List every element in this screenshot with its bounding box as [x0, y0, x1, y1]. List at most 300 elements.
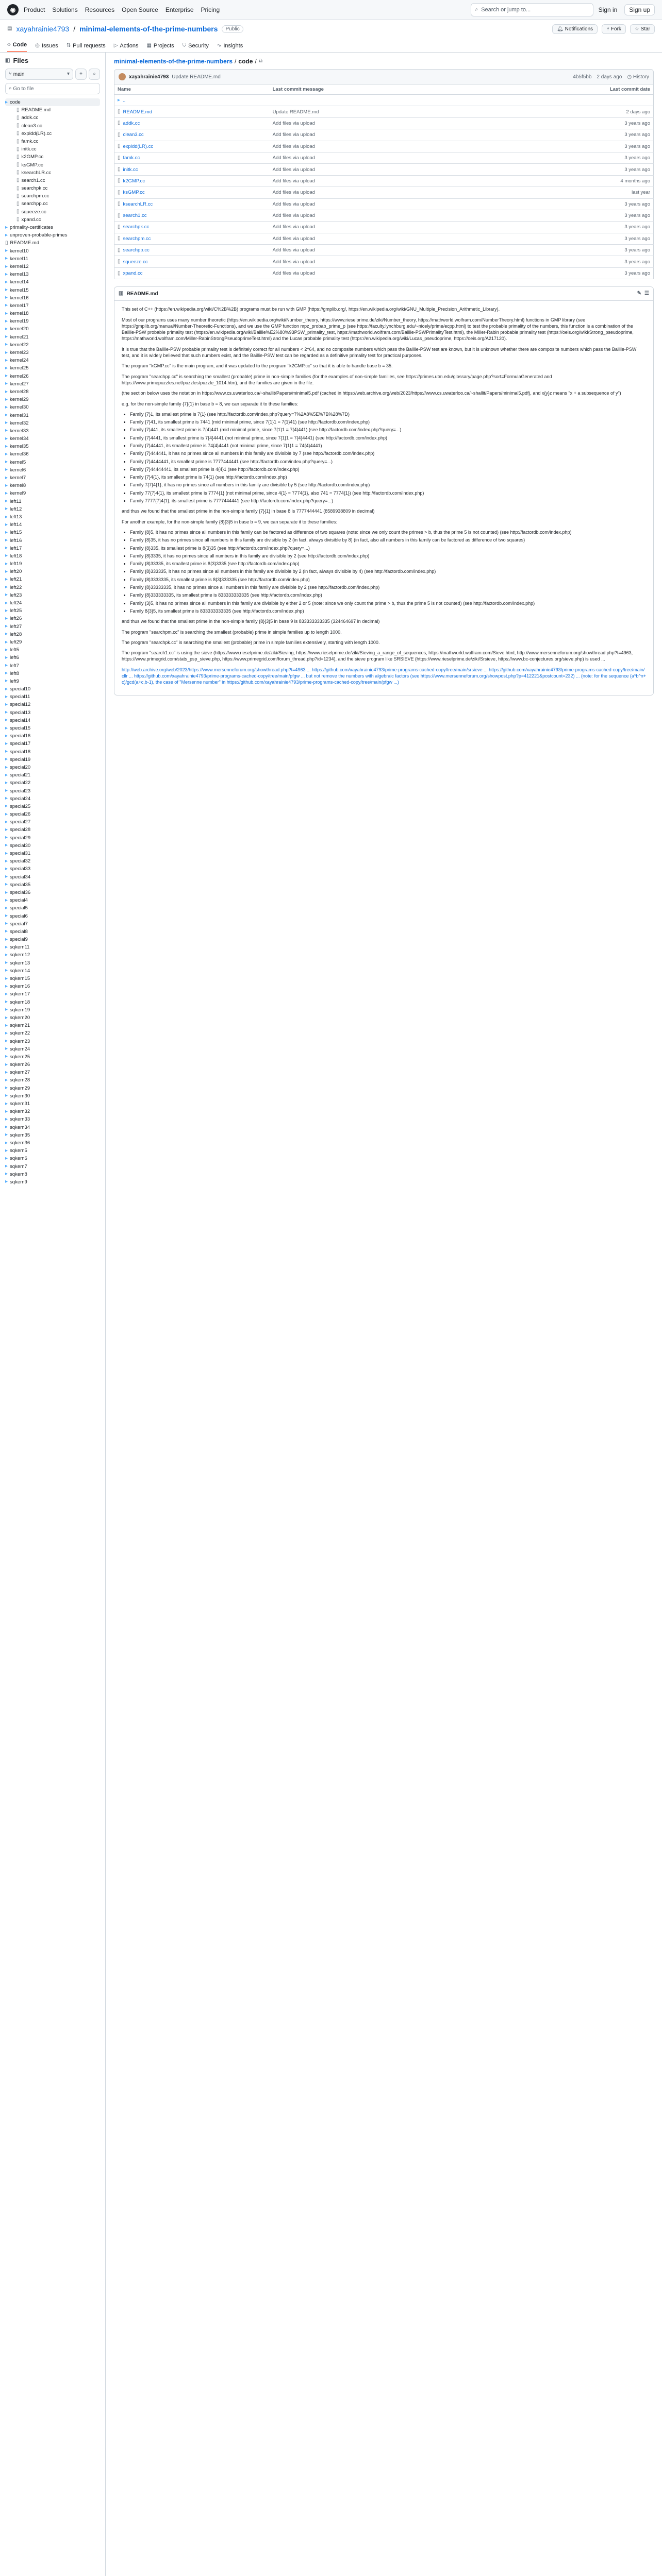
sidebar-item[interactable] — [5, 912, 100, 920]
table-row[interactable] — [114, 106, 654, 117]
sidebar-item[interactable] — [5, 928, 100, 936]
list-item: • Family {7}44441, its smallest prime is 74{4}4441 (not minimal prime, since 7{1}1 = 74{4}4441) — [130, 443, 646, 449]
commit-message-cell[interactable]: Add files via upload — [270, 117, 481, 129]
file-icon: ▯ — [16, 138, 20, 144]
sidebar-item[interactable] — [5, 591, 100, 599]
file-icon: ▯ — [118, 201, 121, 207]
sidebar-item[interactable] — [5, 998, 100, 1006]
sidebar-item[interactable] — [5, 724, 100, 732]
sidebar-item[interactable] — [5, 380, 100, 388]
file-name-cell — [114, 222, 270, 233]
sidebar-item[interactable] — [5, 732, 100, 740]
sidebar-item[interactable] — [5, 482, 100, 489]
sidebar-item-label: left15 — [10, 530, 22, 536]
sidebar-item[interactable] — [5, 1076, 100, 1084]
file-icon: ▯ — [16, 162, 20, 168]
file-name-wrap — [118, 247, 267, 253]
folder-icon: ▸ — [5, 905, 8, 911]
sidebar-item[interactable] — [5, 623, 100, 631]
sidebar-item[interactable] — [5, 419, 100, 427]
history-link[interactable] — [627, 74, 649, 80]
folder-icon: ▸ — [5, 874, 8, 880]
list-icon[interactable]: ☰ — [644, 291, 649, 297]
sidebar-item[interactable] — [5, 161, 100, 169]
sidebar-item[interactable] — [5, 489, 100, 497]
commit-message-cell[interactable]: Add files via upload — [270, 152, 481, 163]
sidebar-item-label: left26 — [10, 616, 22, 622]
table-row[interactable] — [114, 117, 654, 129]
fork-button[interactable] — [602, 24, 626, 34]
sidebar-item[interactable] — [5, 1045, 100, 1053]
sidebar-item[interactable] — [5, 278, 100, 286]
sidebar-item[interactable] — [5, 685, 100, 693]
sidebar-item[interactable] — [5, 435, 100, 443]
sidebar-item[interactable] — [5, 310, 100, 317]
tab-actions[interactable] — [114, 43, 139, 52]
readme-link-paragraph[interactable]: http://web.archive.org/web/2023/https://www.mersenneforum.org/showthread.php?t=4963 ... https://github.com/xayahrainie4793/prime-programs-cached-copy/tree/main/srsieve ... https://github.com/xayahrainie4793/prime-programs-cached-copy/tree/main/cllr ... https://github.com/xayahrainie4793/prime-programs-cached-copy/tree/main/pfgw ... but not remove the numbers with algebraic factors (see https://www.mersenneforum.org/showpost.php?p=412221&postcount=232) ... (note: for the sequence (a*b^n+c)/gcd(a+c,b-1), the case of "Mersenne number" in https://github.com/xayahrainie4793/prime-programs-cached-copy/tree/main/pfgw ...) — [122, 667, 647, 685]
sidebar-item[interactable] — [5, 1155, 100, 1162]
folder-icon: ▸ — [5, 506, 8, 512]
breadcrumb-repo-link[interactable]: minimal-elements-of-the-prime-numbers — [114, 58, 233, 65]
sidebar-item[interactable] — [5, 1147, 100, 1155]
col-name: Name — [114, 84, 270, 95]
list-item: • Family 77{7}4{1}, its smallest prime is 7774{1} (not minimal prime, since 4{1} = 7774{1}, also 741 = 7774{1}) (see http://factordb.com/index.php) — [130, 490, 646, 496]
sidebar-item[interactable] — [5, 818, 100, 826]
commit-message-cell[interactable]: Add files via upload — [270, 175, 481, 187]
sidebar-item[interactable] — [5, 982, 100, 990]
sidebar-item[interactable] — [5, 145, 100, 153]
sidebar-item[interactable] — [5, 192, 100, 200]
folder-icon: ▸ — [5, 537, 8, 544]
sidebar-item[interactable] — [5, 513, 100, 521]
sidebar-item[interactable] — [5, 740, 100, 748]
sidebar-item-label: special23 — [10, 788, 31, 794]
table-row[interactable] — [114, 164, 654, 175]
list-item: • Family 7777{7}4{1}, its smallest prime is 7777444441 (see http://factordb.com/index.php?query=...) — [130, 498, 646, 504]
sidebar-item[interactable] — [5, 1163, 100, 1171]
copy-path-icon[interactable]: ⧉ — [258, 58, 262, 64]
sidebar-item[interactable] — [5, 701, 100, 708]
sidebar-item[interactable] — [5, 1084, 100, 1092]
file-name-wrap — [118, 167, 267, 173]
sidebar-item-label: sqkern28 — [10, 1077, 30, 1083]
sidebar-item[interactable] — [5, 216, 100, 224]
sidebar-item[interactable] — [5, 169, 100, 177]
folder-icon: ▸ — [5, 756, 8, 762]
folder-icon: ▸ — [5, 889, 8, 895]
sidebar-item[interactable] — [5, 1029, 100, 1037]
sidebar-item[interactable] — [5, 138, 100, 145]
folder-icon: ▸ — [5, 928, 8, 935]
file-name-wrap — [118, 121, 267, 126]
sidebar-item[interactable] — [5, 990, 100, 998]
sidebar-item[interactable] — [5, 1124, 100, 1131]
folder-icon: ▸ — [5, 553, 8, 559]
repo-separator: / — [73, 25, 76, 33]
sidebar-item[interactable] — [5, 177, 100, 184]
sidebar-item[interactable] — [5, 584, 100, 591]
sidebar-item[interactable] — [5, 1100, 100, 1108]
folder-icon: ▸ — [5, 725, 8, 731]
sidebar-item[interactable] — [5, 631, 100, 638]
sidebar-item[interactable] — [5, 545, 100, 552]
sidebar-item[interactable] — [5, 599, 100, 607]
sidebar-item-label: sqkern22 — [10, 1030, 30, 1037]
readme-paragraph: The program "search1.cc" is using the sieve (https://www.rieselprime.de/ziki/Sieving, https://www.rieselprime.de/ziki/Sieving_a_range_of_sequences, https://mathworld.wolfram.com/Sieve.html, http://www.mersenneforum.org/showthread.php?t=4963, https://www.primegrid.com/stats_psp_sieve.php, https://www.primegrid.com/forum_thread.php?id=1234), and the sieve program like SRSIEVE (https://www.rieselprime.de/ziki/Srsieve, https://www.bc-conjectures.org/sieve.php) is used ... — [122, 650, 633, 662]
sidebar-item[interactable] — [5, 443, 100, 450]
file-name-cell — [114, 95, 270, 106]
sidebar-item[interactable] — [5, 224, 100, 231]
sidebar-item[interactable] — [5, 364, 100, 372]
sidebar-item[interactable] — [5, 677, 100, 685]
sidebar-item[interactable] — [5, 341, 100, 349]
commit-hash[interactable]: 4b5f5bb — [573, 74, 592, 80]
sidebar-item[interactable] — [5, 959, 100, 967]
sidebar-item[interactable] — [5, 771, 100, 779]
readme-paragraph: (the section below uses the notation in https://www.cs.uwaterloo.ca/~shallit/Papers/minimal5.pdf (cached in https://web.archive.org/web/2023/https://www.cs.uwaterloo.ca/~shallit/Papers/minimal5.pdf), and x{y}z means "x + a subsequence of y") — [122, 391, 621, 396]
tab-projects[interactable] — [146, 43, 174, 52]
sidebar-item[interactable] — [5, 670, 100, 677]
sidebar-item[interactable] — [5, 466, 100, 474]
sidebar-item-label: special33 — [10, 866, 31, 872]
commit-date-cell: 3 years ago — [481, 222, 653, 233]
folder-icon: ▸ — [5, 702, 8, 708]
readme-title[interactable]: README.md — [126, 291, 158, 297]
file-link[interactable]: searchpk.cc — [123, 224, 150, 230]
sidebar-item-label: sqkern21 — [10, 1023, 30, 1029]
edit-icon[interactable]: ✎ — [637, 291, 642, 297]
file-link[interactable]: expldd(LR).cc — [123, 143, 154, 149]
sidebar-item[interactable] — [5, 654, 100, 662]
sidebar-item[interactable] — [5, 122, 100, 130]
sidebar-item[interactable] — [5, 184, 100, 192]
sidebar-item[interactable] — [5, 1014, 100, 1022]
readme-paragraph: e.g. for the non-simple family {7}{1} in base b = 8, we can separate it to these families: — [122, 401, 299, 406]
global-search[interactable] — [471, 3, 593, 16]
folder-icon: ▸ — [5, 975, 8, 981]
sidebar-item[interactable] — [5, 873, 100, 881]
sidebar-item[interactable] — [5, 412, 100, 419]
sidebar-item[interactable] — [5, 1061, 100, 1069]
sidebar-item[interactable] — [5, 842, 100, 850]
file-link[interactable]: searchpp.cc — [123, 247, 150, 253]
sidebar-item[interactable] — [5, 1178, 100, 1186]
sidebar-item[interactable] — [5, 834, 100, 842]
search-files-button[interactable] — [89, 69, 100, 80]
folder-icon: ▸ — [5, 749, 8, 755]
commit-message-cell[interactable]: Add files via upload — [270, 256, 481, 267]
file-link[interactable]: README.md — [123, 109, 152, 115]
sidebar-item[interactable] — [5, 450, 100, 458]
file-name-wrap — [118, 155, 267, 161]
nav-open-source[interactable]: Open Source — [122, 6, 158, 13]
sidebar-item[interactable] — [5, 357, 100, 364]
sidebar-item[interactable] — [5, 889, 100, 896]
tab-security[interactable] — [183, 43, 209, 52]
sidebar-item[interactable] — [5, 1006, 100, 1014]
github-logo-icon[interactable]: ◉ — [7, 4, 19, 15]
tab-code[interactable] — [7, 42, 27, 52]
folder-icon: ▸ — [5, 1171, 8, 1177]
branch-selector[interactable] — [5, 69, 73, 80]
table-row[interactable] — [114, 210, 654, 221]
file-link[interactable]: squeeze.cc — [123, 259, 148, 265]
sidebar-item[interactable] — [5, 857, 100, 865]
sidebar-item[interactable] — [5, 403, 100, 411]
nav-pricing[interactable]: Pricing — [201, 6, 220, 13]
sidebar-collapse-icon[interactable]: ◧ — [5, 57, 10, 63]
file-link[interactable]: search1.cc — [123, 213, 147, 219]
sidebar-item[interactable] — [5, 646, 100, 654]
commit-message-cell[interactable]: Add files via upload — [270, 210, 481, 221]
sidebar-item[interactable] — [5, 208, 100, 216]
table-row[interactable] — [114, 95, 654, 106]
file-link[interactable]: .. — [123, 97, 126, 104]
table-row[interactable] — [114, 152, 654, 163]
sidebar-item[interactable] — [5, 239, 100, 247]
sidebar-item[interactable] — [5, 967, 100, 975]
sidebar-item[interactable] — [5, 756, 100, 764]
commit-message-cell[interactable]: Add files via upload — [270, 141, 481, 152]
repo-owner-link[interactable]: xayahrainie4793 — [16, 25, 70, 33]
commit-date-cell: 3 years ago — [481, 233, 653, 244]
sidebar-item[interactable] — [5, 951, 100, 959]
tab-insights[interactable] — [217, 43, 243, 52]
sidebar-item-label: searchpp.cc — [21, 201, 48, 207]
commit-message-cell[interactable]: Update README.md — [270, 106, 481, 117]
sidebar-item[interactable] — [5, 231, 100, 239]
sidebar-item[interactable] — [5, 1092, 100, 1100]
sidebar-item[interactable] — [5, 717, 100, 724]
folder-icon: ▸ — [5, 1124, 8, 1130]
sidebar-item-label: kernel9 — [10, 490, 26, 497]
sidebar-item[interactable] — [5, 1038, 100, 1045]
folder-icon: ▸ — [5, 561, 8, 567]
commit-message[interactable]: Update README.md — [172, 74, 221, 80]
table-row[interactable] — [114, 129, 654, 141]
sidebar-item[interactable] — [5, 521, 100, 529]
folder-icon: ▸ — [5, 1054, 8, 1060]
sidebar-item[interactable] — [5, 850, 100, 857]
sidebar-item[interactable] — [5, 896, 100, 904]
sidebar-item[interactable] — [5, 349, 100, 357]
list-item: • Family {7}44444441, its smallest prime is 4{4}1 (see http://factordb.com/index.php) — [130, 466, 646, 472]
sidebar-item[interactable] — [5, 920, 100, 928]
table-row[interactable] — [114, 222, 654, 233]
sidebar-item-label: special29 — [10, 835, 31, 841]
commit-message-cell[interactable]: Add files via upload — [270, 222, 481, 233]
sidebar-item[interactable] — [5, 200, 100, 208]
readme-paragraph: and thus we found that the smallest prime in the non-simple family {7}{1} in base 8 is 7777444441 (8589938809 in decimal) — [122, 509, 375, 514]
sidebar-item[interactable] — [5, 568, 100, 575]
sidebar-item[interactable] — [5, 1171, 100, 1178]
commit-message-cell[interactable]: Add files via upload — [270, 187, 481, 198]
sidebar-item[interactable] — [5, 388, 100, 396]
sidebar-item[interactable] — [5, 607, 100, 615]
sidebar-item[interactable] — [5, 1069, 100, 1076]
sidebar-item[interactable] — [5, 764, 100, 771]
sidebar-item[interactable] — [5, 779, 100, 787]
file-tree — [5, 98, 100, 1186]
sidebar-item[interactable] — [5, 247, 100, 255]
file-link[interactable]: searchpm.cc — [123, 235, 151, 242]
sidebar-item[interactable] — [5, 286, 100, 294]
sign-up-button[interactable]: Sign up — [624, 4, 655, 15]
table-row[interactable] — [114, 187, 654, 198]
file-link[interactable]: ksGMP.cc — [123, 190, 145, 196]
sidebar-item[interactable] — [5, 1108, 100, 1115]
sidebar-item-label: kernel17 — [10, 302, 29, 309]
file-link[interactable]: initk.cc — [123, 166, 138, 173]
sidebar-item[interactable] — [5, 936, 100, 943]
commit-message-cell[interactable]: Add files via upload — [270, 129, 481, 141]
sidebar-item-label: sqkern35 — [10, 1132, 30, 1138]
sidebar-item[interactable] — [5, 333, 100, 341]
sidebar-item[interactable] — [5, 865, 100, 873]
file-link[interactable]: ksearchLR.cc — [123, 201, 153, 207]
sidebar-item[interactable] — [5, 1131, 100, 1139]
sidebar-item[interactable] — [5, 98, 100, 106]
sidebar-item[interactable] — [5, 270, 100, 278]
sidebar-item[interactable] — [5, 529, 100, 536]
sidebar-item[interactable] — [5, 302, 100, 310]
commit-message-cell[interactable]: Add files via upload — [270, 267, 481, 279]
file-link[interactable]: k2GMP.cc — [123, 178, 145, 184]
readme-paragraph: Most of our programs uses many number theoretic (https://en.wikipedia.org/wiki/Number_theory, https://www.rieselprime.de/ziki/Number_theory, https://mathworld.wolfram.com/NumberTheory.html) functions in GMP library (see https://gmplib.org/manual/Number-Theoretic-Functions), and we use the GMP function mpz_probab_prime_p (see https://faculty.lynchburg.edu/~nicely/prime/ecpp.html) to test the probable primality of the numbers, this function is a combination of the Baillie-PSW probable primality test (https://en.wikipedia.org/wiki/Baillie%E2%80%93PSW_primality_test, https://mathworld.wolfram.com/Baillie-PSWPrimalityTest.html), the Miller-Rabin probable primality test (https://oeis.org/wiki/Strong_pseudoprime, https://mathworld.wolfram.com/Miller-RabinStrongPseudoprimeTest.html) and the Lucas probable primality test (https://en.wikipedia.org/wiki/Lucas_pseudoprime, https://oeis.org/A217120). — [122, 317, 634, 342]
table-row[interactable] — [114, 256, 654, 267]
file-name-wrap — [118, 132, 267, 138]
sidebar-item[interactable] — [5, 372, 100, 380]
sidebar-item[interactable] — [5, 1115, 100, 1123]
sidebar-item[interactable] — [5, 787, 100, 795]
file-link[interactable]: xpand.cc — [123, 270, 143, 277]
sidebar-item[interactable] — [5, 459, 100, 466]
folder-icon: ▸ — [5, 991, 8, 997]
sidebar-item[interactable] — [5, 1139, 100, 1147]
table-row[interactable] — [114, 141, 654, 152]
commit-message-cell[interactable]: Add files via upload — [270, 245, 481, 256]
table-row[interactable] — [114, 175, 654, 187]
sidebar-item[interactable] — [5, 615, 100, 622]
sidebar-item-label: kernel22 — [10, 342, 29, 348]
tab-pull-requests[interactable] — [67, 43, 106, 52]
sidebar-item[interactable] — [5, 1022, 100, 1029]
file-link[interactable]: addk.cc — [123, 120, 140, 126]
sidebar-item[interactable] — [5, 693, 100, 701]
sidebar-item[interactable] — [5, 255, 100, 263]
table-row[interactable] — [114, 245, 654, 256]
sidebar-item-label: sqkern23 — [10, 1038, 30, 1044]
file-link[interactable]: clean3.cc — [123, 132, 144, 138]
sidebar-item[interactable] — [5, 881, 100, 889]
sidebar-item-label: left18 — [10, 553, 22, 559]
tab-issues[interactable] — [35, 43, 58, 52]
sidebar-item[interactable] — [5, 537, 100, 545]
sidebar-item[interactable] — [5, 826, 100, 834]
sidebar-item[interactable] — [5, 560, 100, 568]
sidebar-item[interactable] — [5, 810, 100, 818]
sidebar-item-label: left24 — [10, 600, 22, 606]
sidebar-item[interactable] — [5, 1053, 100, 1061]
sidebar-item[interactable] — [5, 130, 100, 138]
folder-icon: ▸ — [5, 584, 8, 590]
folder-icon: ▸ — [5, 788, 8, 794]
sidebar-item-label: special4 — [10, 897, 28, 904]
notifications-button[interactable] — [552, 24, 598, 34]
file-link[interactable]: famk.cc — [123, 155, 140, 161]
sidebar-item[interactable] — [5, 325, 100, 333]
sidebar-item[interactable] — [5, 904, 100, 912]
table-row[interactable] — [114, 233, 654, 244]
commit-message-cell[interactable]: Add files via upload — [270, 164, 481, 175]
table-row[interactable] — [114, 198, 654, 210]
sidebar-item[interactable] — [5, 294, 100, 302]
readme-paragraph: The program "searchpp.cc" is searching the smallest (probable) prime in non-simple families (for the examples of non-simple families, see https://primes.utm.edu/glossary/page.php?sort=FormulaGenerated and https://www.primepuzzles.net/puzzles/puzzle_1014.htm), and the families are given in the file. — [122, 374, 552, 385]
folder-icon: ▸ — [5, 709, 8, 716]
sidebar-item[interactable] — [5, 263, 100, 270]
sidebar-item[interactable] — [5, 662, 100, 670]
folder-icon: ▸ — [5, 600, 8, 606]
commit-author[interactable]: xayahrainie4793 — [129, 74, 169, 80]
file-icon: ▯ — [5, 240, 8, 246]
table-row[interactable] — [114, 267, 654, 279]
folder-icon: ▸ — [5, 404, 8, 410]
sidebar-item[interactable] — [5, 943, 100, 951]
nav-solutions[interactable]: Solutions — [52, 6, 78, 13]
commit-message-cell[interactable]: Add files via upload — [270, 198, 481, 210]
add-file-button[interactable] — [75, 69, 87, 80]
commit-message-cell[interactable] — [270, 95, 481, 106]
go-to-file-input[interactable] — [5, 83, 100, 94]
sidebar-item-label: ksGMP.cc — [21, 162, 43, 168]
sidebar-item[interactable] — [5, 575, 100, 583]
commit-message-cell[interactable]: Add files via upload — [270, 233, 481, 244]
sidebar-item[interactable] — [5, 709, 100, 717]
sidebar-item[interactable] — [5, 748, 100, 756]
sidebar-item[interactable] — [5, 427, 100, 435]
nav-resources[interactable]: Resources — [85, 6, 115, 13]
repo-name-link[interactable]: minimal-elements-of-the-prime-numbers — [79, 25, 218, 33]
repo-icon: ▤ — [7, 26, 12, 31]
sidebar-item-label: sqkern30 — [10, 1093, 30, 1099]
sidebar-item[interactable] — [5, 114, 100, 122]
nav-enterprise[interactable]: Enterprise — [165, 6, 194, 13]
sidebar-item-label: special9 — [10, 937, 28, 943]
star-button[interactable] — [630, 24, 655, 34]
sidebar-item[interactable] — [5, 498, 100, 505]
sidebar-item-label: left14 — [10, 522, 22, 528]
readme-paragraph: and thus we found that the smallest prime in the non-simple family {8}{3}5 in base 9 is 833333333335 (324464697 in decimal) — [122, 619, 380, 624]
sidebar-item[interactable] — [5, 552, 100, 560]
file-icon: ▯ — [118, 235, 121, 242]
folder-icon: ▸ — [5, 835, 8, 841]
sign-in-link[interactable]: Sign in — [598, 6, 618, 13]
sidebar-item[interactable] — [5, 975, 100, 982]
folder-icon: ▸ — [5, 693, 8, 700]
sidebar-item[interactable] — [5, 803, 100, 810]
sidebar-item[interactable] — [5, 795, 100, 803]
sidebar-item[interactable] — [5, 106, 100, 114]
sidebar-item[interactable] — [5, 396, 100, 403]
sidebar-item-label: left8 — [10, 670, 19, 676]
nav-product[interactable]: Product — [24, 6, 45, 13]
sidebar-item[interactable] — [5, 505, 100, 513]
sidebar-item[interactable] — [5, 474, 100, 482]
sidebar-item[interactable] — [5, 153, 100, 161]
list-item: • Family {7}4441, its smallest prime is 7{4}4441 (not minimal prime, since 7{1}1 = 7{4}4441) (see http://factordb.com/index.php) — [130, 435, 646, 441]
sidebar-item[interactable] — [5, 638, 100, 646]
sidebar-item[interactable] — [5, 317, 100, 325]
